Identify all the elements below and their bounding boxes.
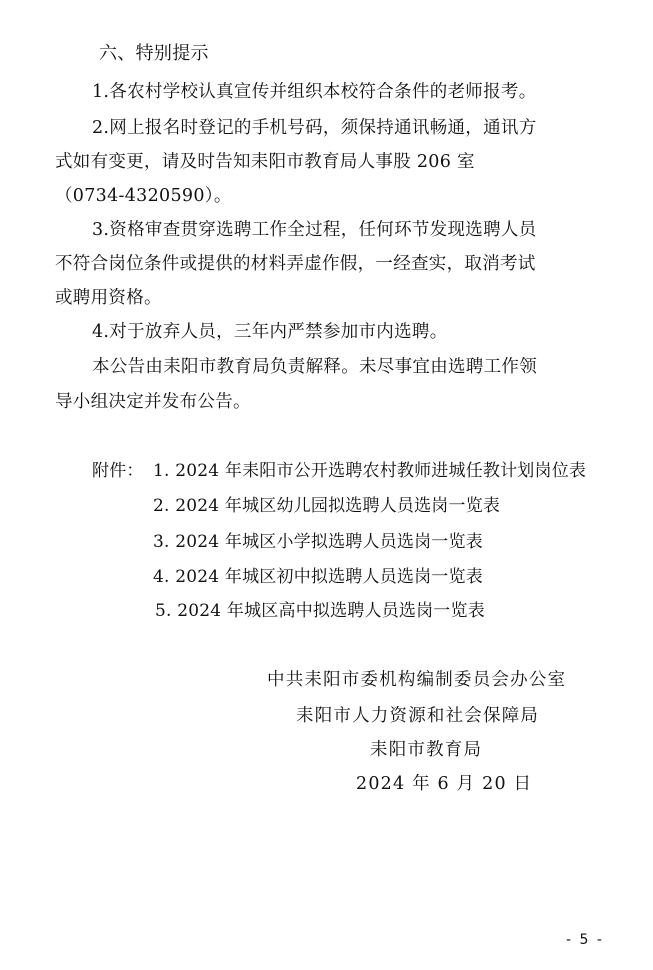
paragraph-line: 3.资格审查贯穿选聘工作全过程，任何环节发现选聘人员 [92,220,537,240]
attachment-item: 4. 2024 年城区初中拟选聘人员选岗一览表 [153,567,483,587]
paragraph-line: 不符合岗位条件或提供的材料弄虚作假，一经查实，取消考试 [55,254,536,274]
signature-org-3: 耒阳市教育局 [370,740,483,760]
signature-org-2: 耒阳市人力资源和社会保障局 [296,706,540,726]
paragraph-line: 或聘用资格。 [55,288,162,308]
page-number: - 5 - [566,932,604,948]
paragraph-line: 4.对于放弃人员，三年内严禁参加市内选聘。 [92,322,448,342]
paragraph-line: 导小组决定并发布公告。 [55,392,251,412]
attachments-label: 附件： [92,461,144,481]
signature-date: 2024 年 6 月 20 日 [356,774,533,794]
attachment-item: 1. 2024 年耒阳市公开选聘农村教师进城任教计划岗位表 [153,461,587,481]
paragraph-line: 2.网上报名时登记的手机号码，须保持通讯畅通，通讯方 [92,118,537,138]
attachment-item: 5. 2024 年城区高中拟选聘人员选岗一览表 [155,601,485,621]
attachment-item: 2. 2024 年城区幼儿园拟选聘人员选岗一览表 [153,496,501,516]
signature-org-1: 中共耒阳市委机构编制委员会办公室 [267,670,567,690]
paragraph-line: 式如有变更，请及时告知耒阳市教育局人事股 206 室 [55,152,475,172]
paragraph-line: 本公告由耒阳市教育局负责解释。未尽事宜由选聘工作领 [92,357,537,377]
section-heading: 六、特别提示 [99,43,209,64]
paragraph-line: 1.各农村学校认真宣传并组织本校符合条件的老师报考。 [92,82,537,102]
attachment-item: 3. 2024 年城区小学拟选聘人员选岗一览表 [153,532,483,552]
paragraph-line: （0734-4320590）。 [55,186,232,206]
